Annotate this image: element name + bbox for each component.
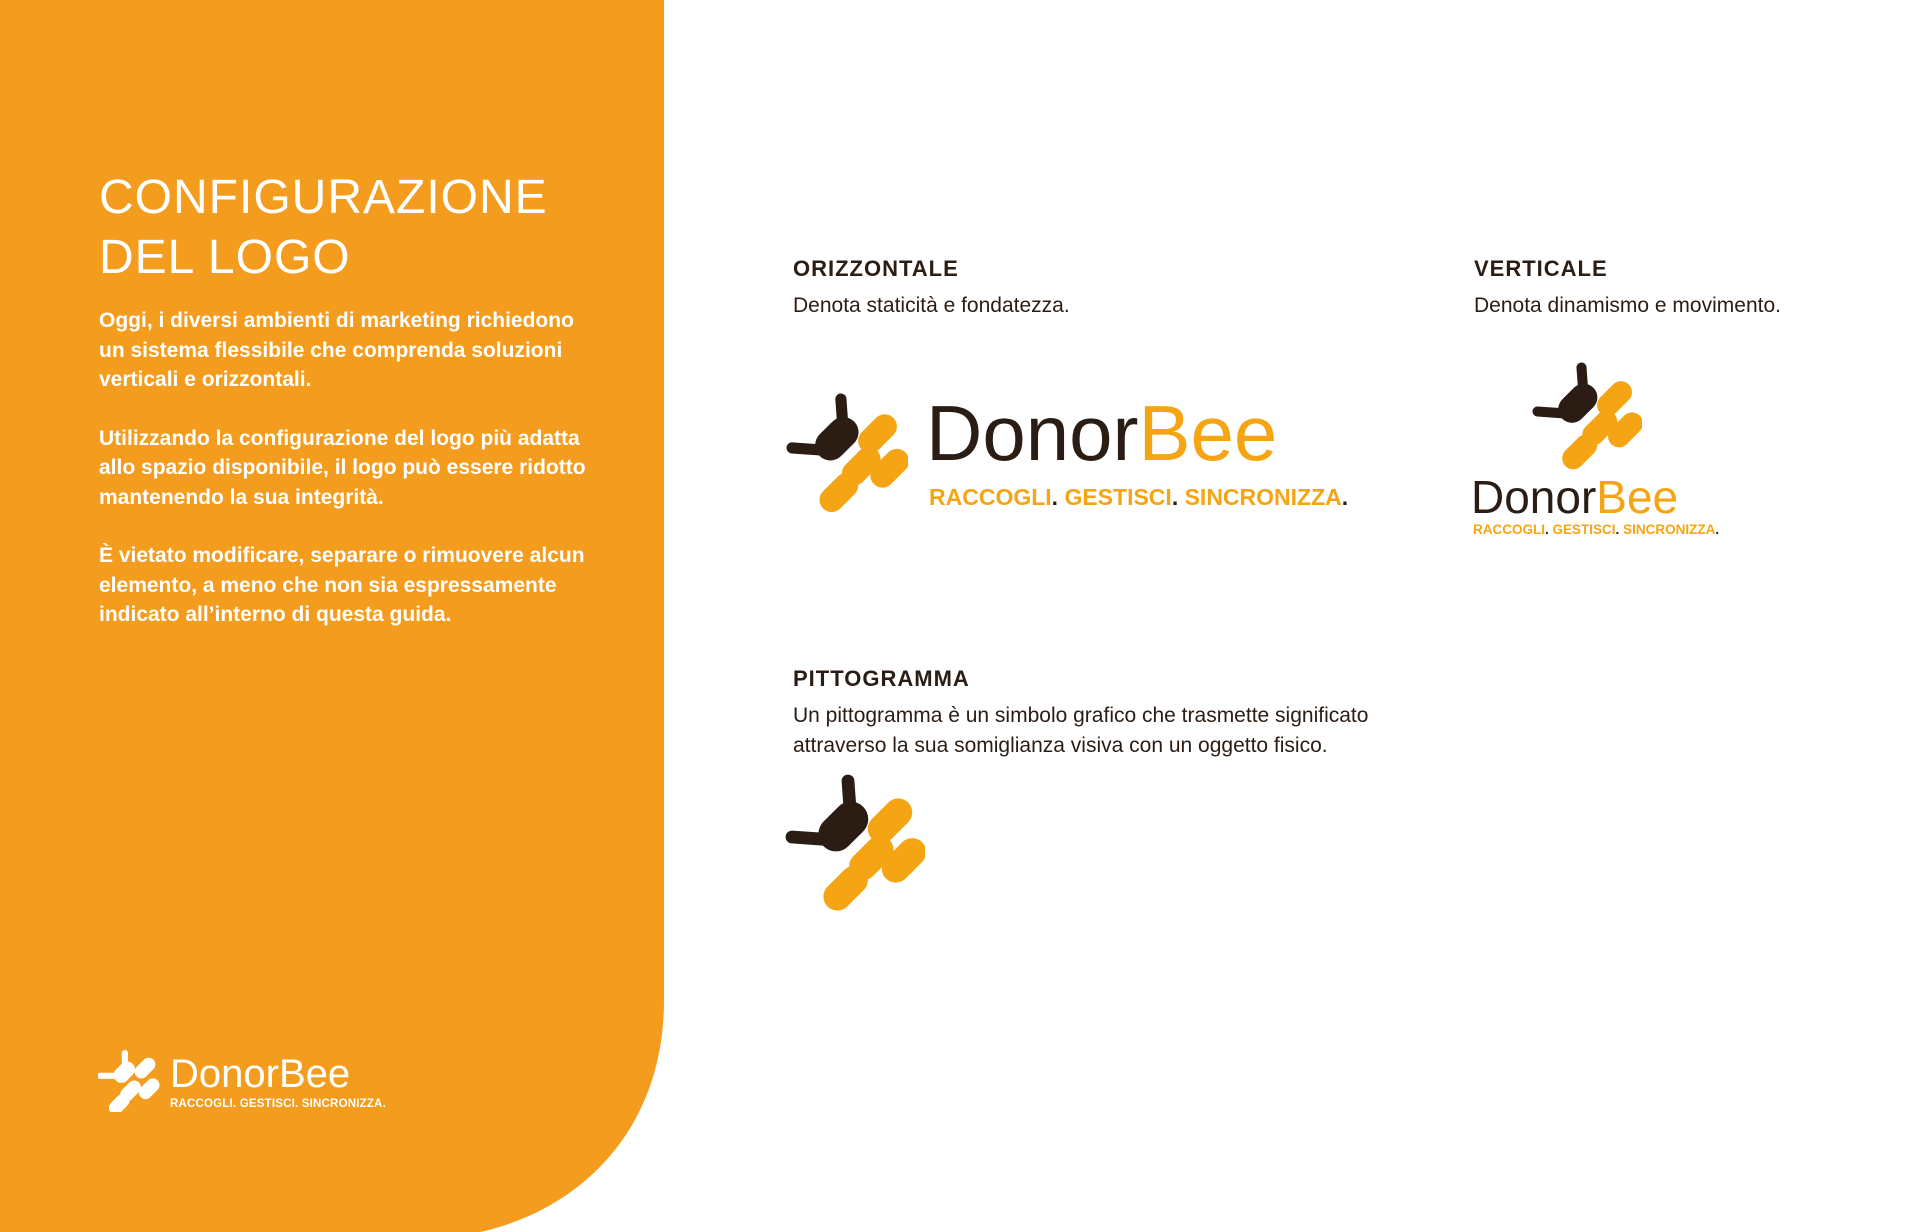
intro-paragraph-3: È vietato modificare, separare o rimuovere alcun elemento, a meno che non sia espressamente indicato all’interno di questa guida. [99, 544, 585, 626]
intro-paragraph-2: Utilizzando la configurazione del logo più adatta allo spazio disponibile, il logo può essere ridotto mantenendo la sua integrità. [99, 426, 586, 509]
horizontal-heading: ORIZZONTALE [793, 256, 959, 281]
intro-text [99, 306, 599, 659]
bee-pictogram-icon [785, 774, 925, 914]
vertical-description: Denota dinamismo e movimento. [1474, 294, 1781, 317]
vertical-heading: VERTICALE [1474, 256, 1608, 281]
footer-brand-name: DonorBee [170, 1052, 351, 1096]
footer-tagline: RACCOGLI. GESTISCI. SINCRONIZZA. [170, 1098, 386, 1110]
page-title [99, 168, 619, 288]
bee-icon [98, 1050, 160, 1112]
page-title-line-1: CONFIGURAZIONE [99, 171, 548, 224]
logo-vertical [1470, 362, 1730, 542]
pictogram-description-line-1: Un pittogramma è un simbolo grafico che trasmette significato [793, 704, 1369, 727]
page-title-line-2: DEL LOGO [99, 231, 351, 284]
logo-horizontal [786, 388, 1349, 518]
vertical-tagline: RACCOGLI. GESTISCI. SINCRONIZZA. [1473, 522, 1720, 537]
horizontal-brand-name: DonorBee [926, 389, 1278, 477]
pictogram-description-line-2: attraverso la sua somiglianza visiva con un oggetto fisico. [793, 734, 1328, 757]
footer-logo [98, 1048, 386, 1114]
horizontal-description: Denota staticità e fondatezza. [793, 294, 1070, 317]
bee-icon [786, 393, 908, 515]
vertical-brand-name: DonorBee [1471, 471, 1679, 523]
bee-icon [1532, 362, 1642, 472]
pictogram-heading: PITTOGRAMMA [793, 666, 970, 691]
intro-paragraph-1: Oggi, i diversi ambienti di marketing richiedono un sistema flessibile che comprenda soluzioni verticali e orizzontali. [99, 309, 574, 391]
horizontal-tagline: RACCOGLI. GESTISCI. SINCRONIZZA. [929, 484, 1349, 510]
pictogram-description [793, 701, 1368, 761]
